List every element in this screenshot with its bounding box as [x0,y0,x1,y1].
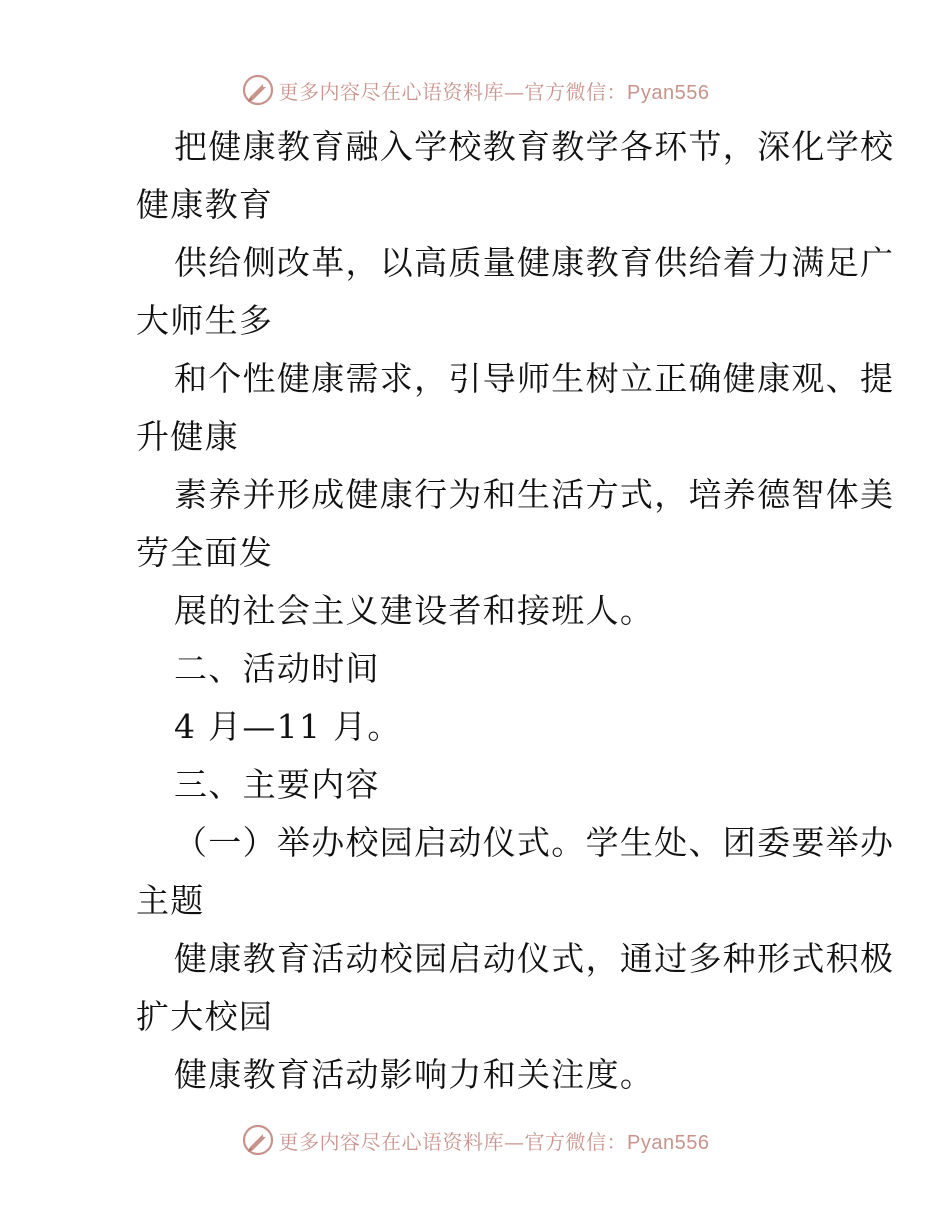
heading-text: 三、主要内容 [174,765,380,804]
section-heading [98,640,850,698]
paragraph [98,466,895,582]
paragraph [98,698,850,756]
paragraph [98,1046,850,1104]
paragraph-line: 健康教育活动影响力和关注度。 [174,1055,655,1094]
pen-logo-icon [241,1123,275,1157]
footer-watermark [0,1120,950,1160]
header-watermark [0,70,950,110]
heading-text: 二、活动时间 [174,649,380,688]
paragraph-line: （一）举办校园启动仪式。学生处、团委要举办 [174,823,895,862]
paragraph-line: 大师生多 [136,301,274,340]
paragraph [98,582,850,640]
paragraph [98,118,895,234]
paragraph-line: 展的社会主义建设者和接班人。 [174,591,655,630]
paragraph [98,930,895,1046]
watermark-text [279,1126,710,1155]
paragraph-line: 把健康教育融入学校教育教学各环节，深化学校 [174,127,895,166]
paragraph [98,234,895,350]
watermark-account: Pyan556 [627,81,710,104]
paragraph-line: 劳全面发 [136,533,274,572]
paragraph-line: 4 月—11 月。 [174,707,402,746]
watermark-label: 更多内容尽在心语资料库—官方微信： [278,79,628,104]
paragraph-line: 扩大校园 [136,997,274,1036]
watermark-account: Pyan556 [627,1131,710,1154]
paragraph [98,814,895,930]
body-text [98,118,895,1104]
paragraph [98,350,895,466]
paragraph-line: 素养并形成健康行为和生活方式，培养德智体美 [174,475,895,514]
section-heading [98,756,850,814]
paragraph-line: 升健康 [136,417,239,456]
watermark-label: 更多内容尽在心语资料库—官方微信： [278,1129,628,1154]
paragraph-line: 供给侧改革，以高质量健康教育供给着力满足广 [174,243,895,282]
watermark-text [279,76,710,105]
paragraph-line: 健康教育 [136,185,274,224]
paragraph-line: 主题 [136,881,205,920]
paragraph-line: 和个性健康需求，引导师生树立正确健康观、提 [174,359,895,398]
pen-logo-icon [241,73,275,107]
paragraph-line: 健康教育活动校园启动仪式，通过多种形式积极 [174,939,895,978]
